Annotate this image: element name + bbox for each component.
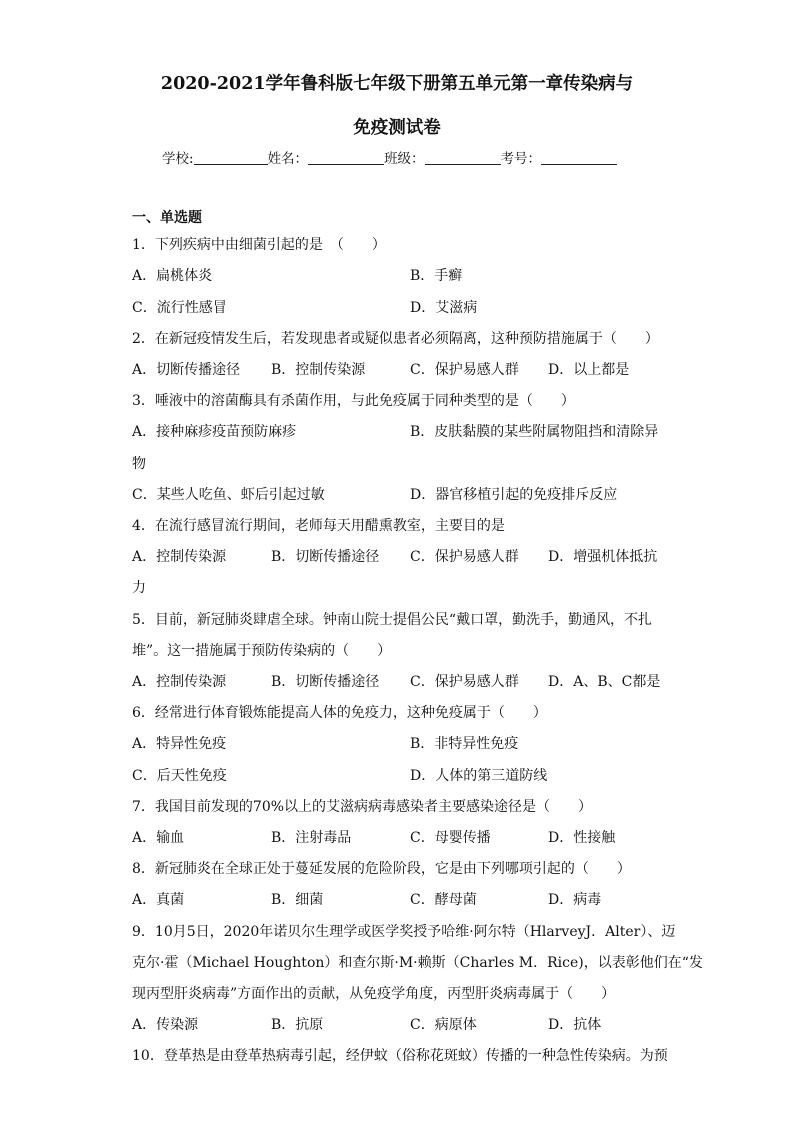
student-info-row [162, 147, 617, 167]
question-7: 7．我国目前发现的70%以上的艾滋病病毒感染者主要感染途径是（ ） [132, 799, 593, 815]
q6-option-b: B．非特异性免疫 [410, 736, 519, 752]
name-label: 姓名： [267, 151, 309, 167]
q8-option-a: A．真菌 [132, 892, 185, 908]
number-blank[interactable] [541, 150, 617, 165]
q9-option-a: A．传染源 [132, 1017, 199, 1033]
q6-option-d: D．人体的第三道防线 [410, 768, 548, 784]
q5-option-c: C．保护易感人群 [410, 674, 519, 690]
q4-option-b: B．切断传播途径 [271, 549, 380, 565]
q4-option-c: C．保护易感人群 [410, 549, 519, 565]
school-label: 学校: [162, 151, 194, 167]
q3-option-a: A．接种麻疹疫苗预防麻疹 [132, 424, 297, 440]
question-9-line1: 9．10月5日，2020年诺贝尔生理学或医学奖授予哈维·阿尔特（HlarveyJ．Alter）、迈 [132, 924, 676, 940]
question-8: 8．新冠肺炎在全球正处于蔓延发展的危险阶段，它是由下列哪项引起的（ ） [132, 861, 631, 877]
q8-option-d: D．病毒 [548, 892, 602, 908]
q9-option-c: C．病原体 [410, 1017, 477, 1033]
q4-option-d-wrap: 力 [132, 580, 146, 596]
q7-option-a: A．输血 [132, 830, 185, 846]
q7-option-c: C．母婴传播 [410, 830, 491, 846]
q4-option-d: D．增强机体抵抗 [548, 549, 658, 565]
question-6: 6．经常进行体育锻炼能提高人体的免疫力，这种免疫属于（ ） [132, 705, 547, 721]
q2-option-d: D．以上都是 [548, 362, 630, 378]
question-5-line2: 堆”。这一措施属于预防传染病的（ ） [132, 643, 392, 659]
question-5-line1: 5．目前，新冠肺炎肆虐全球。钟南山院士提倡公民“戴口罩，勤洗手，勤通风，不扎 [132, 612, 653, 628]
q9-option-d: D．抗体 [548, 1017, 602, 1033]
school-blank[interactable] [194, 150, 268, 165]
q3-option-d: D．器官移植引起的免疫排斥反应 [410, 487, 618, 503]
q7-option-d: D．性接触 [548, 830, 616, 846]
q7-option-b: B．注射毒品 [271, 830, 352, 846]
question-9-line2: 克尔·霍（Michael Houghton）和查尔斯·M·赖斯（Charles M．Rice)，以表彰他们在“发 [132, 955, 703, 971]
q1-option-d: D．艾滋病 [410, 300, 478, 316]
q2-option-c: C．保护易感人群 [410, 362, 519, 378]
number-label: 考号： [500, 151, 542, 167]
question-9-line3: 现丙型肝炎病毒”方面作出的贡献，从免疫学角度，丙型肝炎病毒属于（ ） [132, 986, 616, 1002]
q1-option-b: B．手癣 [410, 268, 463, 284]
q5-option-b: B．切断传播途径 [271, 674, 380, 690]
q1-option-c: C．流行性感冒 [132, 300, 227, 316]
q3-option-b: B．皮肤黏膜的某些附属物阻挡和清除异 [410, 424, 659, 440]
question-10: 10．登革热是由登革热病毒引起，经伊蚊（俗称花斑蚊）传播的一种急性传染病。为预 [132, 1048, 668, 1064]
section-title: 一、单选题 [132, 210, 202, 226]
class-label: 班级： [384, 151, 425, 167]
q6-option-a: A．特异性免疫 [132, 736, 227, 752]
q3-option-c: C．某些人吃鱼、虾后引起过敏 [132, 487, 325, 503]
q5-option-d: D．A、B、C都是 [548, 674, 661, 690]
q8-option-b: B．细菌 [271, 892, 324, 908]
exam-title-line1: 2020-2021学年鲁科版七年级下册第五单元第一章传染病与 [160, 74, 634, 94]
question-1: 1．下列疾病中由细菌引起的是 （ ） [132, 237, 386, 253]
class-blank[interactable] [425, 150, 501, 165]
q6-option-c: C．后天性免疫 [132, 768, 227, 784]
question-4: 4．在流行感冒流行期间，老师每天用醋熏教室，主要目的是 [132, 518, 505, 534]
q8-option-c: C．酵母菌 [410, 892, 477, 908]
q2-option-b: B．控制传染源 [271, 362, 366, 378]
q1-option-a: A．扁桃体炎 [132, 268, 213, 284]
question-3: 3．唾液中的溶菌酶具有杀菌作用，与此免疫属于同种类型的是（ ） [132, 393, 575, 409]
exam-title-line2: 免疫测试卷 [353, 118, 441, 138]
question-2: 2．在新冠疫情发生后，若发现患者或疑似患者必须隔离，这种预防措施属于（ ） [132, 331, 659, 347]
q3-option-b-wrap: 物 [132, 456, 146, 472]
q2-option-a: A．切断传播途径 [132, 362, 241, 378]
q5-option-a: A．控制传染源 [132, 674, 227, 690]
q9-option-b: B．抗原 [271, 1017, 324, 1033]
q4-option-a: A．控制传染源 [132, 549, 227, 565]
name-blank[interactable] [308, 150, 384, 165]
